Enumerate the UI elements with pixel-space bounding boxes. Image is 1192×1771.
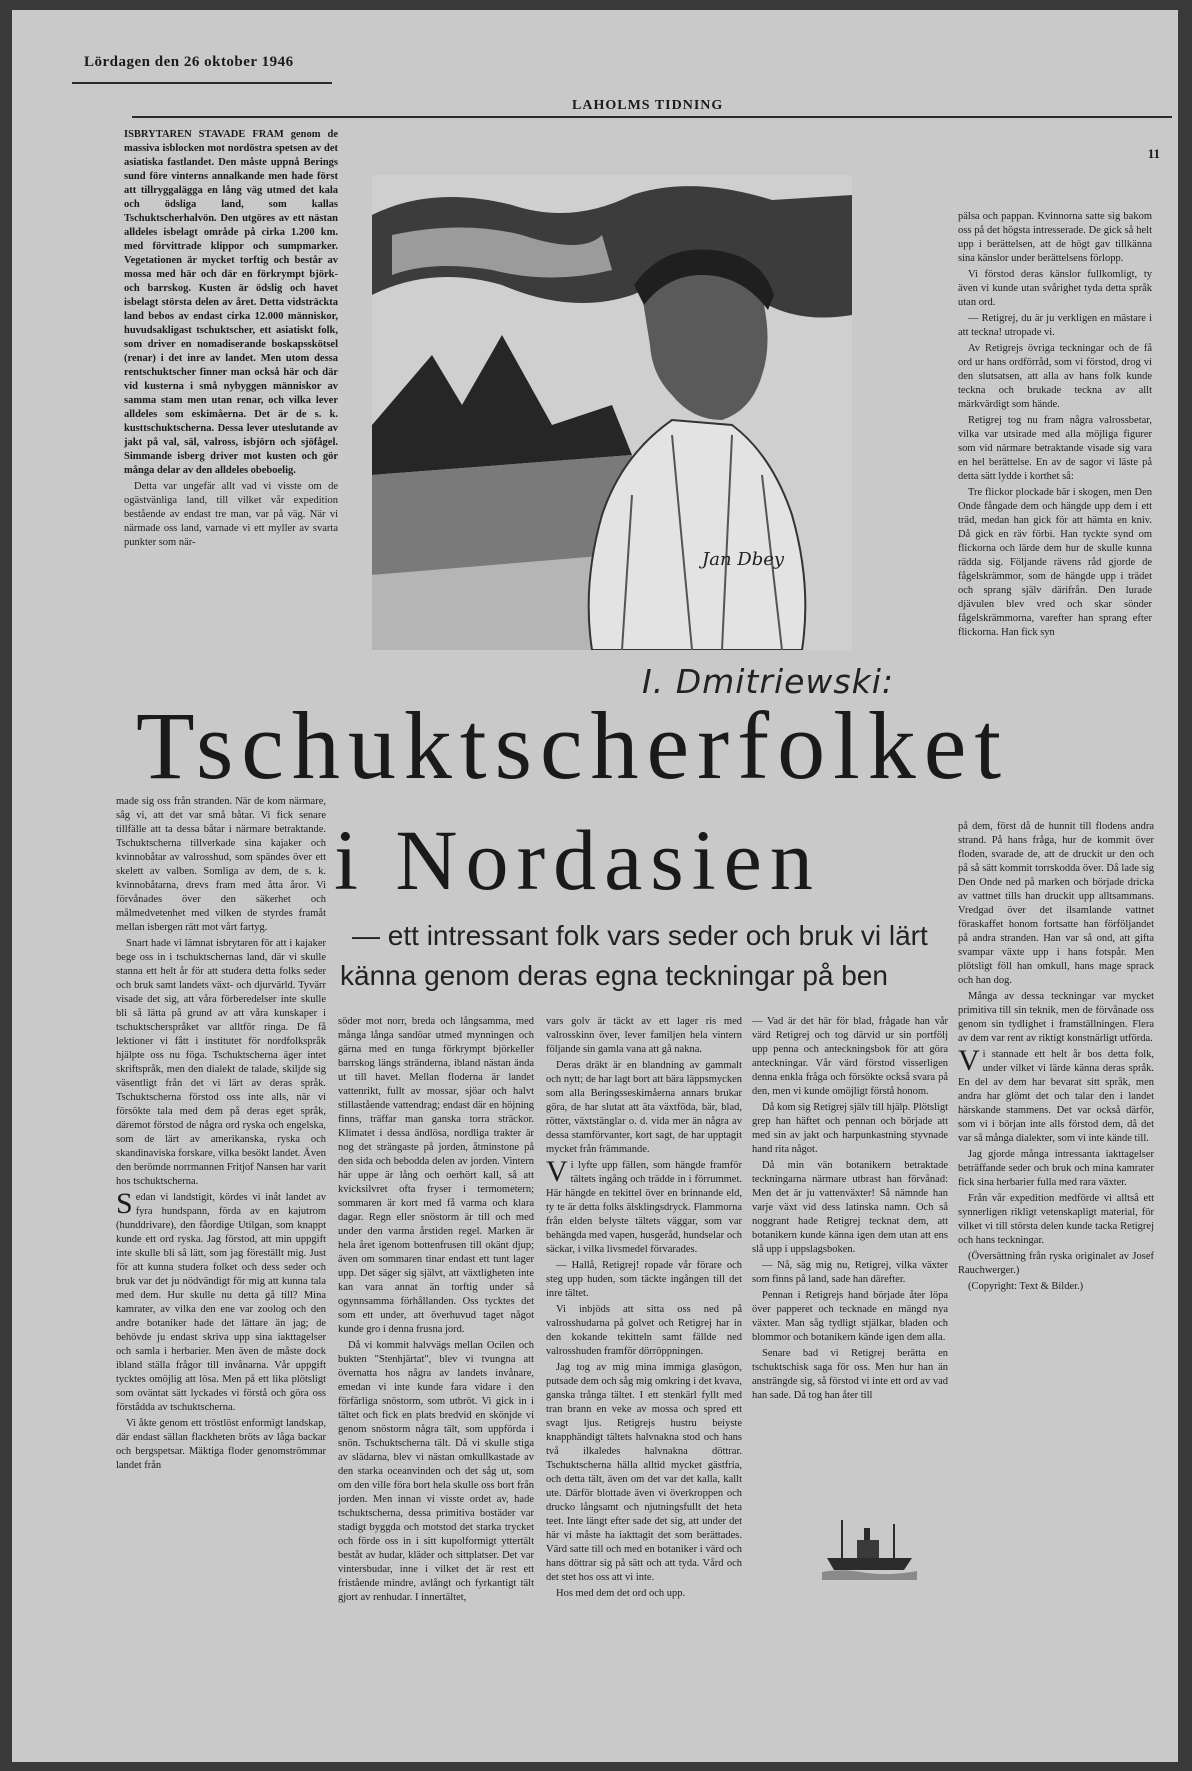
subheadline-line-1: — ett intressant folk vars seder och bruk vi lärt [352,920,928,951]
paragraph: Hos med dem det ord och upp. [556,1588,686,1599]
column-4 [752,1015,948,1505]
paragraph: (Översättning från ryska originalet av Josef Rauchwerger.) [958,1251,1154,1276]
paragraph: pälsa och pappan. Kvinnorna satte sig bakom oss på det högsta intresserade. De gick så helt upp i berättelsen, att de högt gav tillkänna sina känslor under berättelsens förlopp. [958,211,1152,264]
paragraph: — Retigrej, du är ju verkligen en mästare i att teckna! utropade vi. [958,313,1152,338]
portrait-illustration [372,175,852,650]
artist-signature: Jan Dbey [702,549,785,570]
ship-illustration [822,1510,917,1580]
paragraph: Retigrej tog nu fram några valrossbetar, vilka var utsirade med alla möjliga figurer som vid närmare betraktande visade sig vara en hel berättelse. En av de sagor vi läste på detta sätt lydde i korthet så: [958,415,1152,482]
paragraph: made sig oss från stranden. När de kom närmare, såg vi, att det var små båtar. Vi fick senare tillfälle att ta dessa båtar i närmare betraktande. Tschuktscherna tillverkade sina kajaker och kvinnobåtar av valrosshud, som spändes över ett skelett av valben. Somliga av dem, de s. k. kvinnobåtarna, drevs fram med åtta åror. Vi förvånades över den säkerhet och målmedvetenhet med vilken de styrdes framåt mellan isbergen rätt mot vårt fartyg. [116,796,326,933]
paragraph: — Hallå, Retigrej! ropade vår förare och steg upp huden, som täckte ingången till det inre tältet. [546,1260,742,1299]
paragraph: Av Retigrejs övriga teckningar och de få ord ur hans ordförråd, som vi förstod, drog vi den slutsatsen, att alla av hans folk kunde teckna och brukade teckna av allt märkvärdigt som hände. [958,343,1152,410]
paragraph: Snart hade vi lämnat isbrytaren för att i kajaker bege oss in i tschuktschernas land, där vi skulle stanna ett helt år för att studera detta folks seder och bruk samt landets växt- och djurvärld. Tyvärr visade det sig, att våra förberedelser inte skulle bli så lätta på grund av att våra kunskaper i tschuktscherspråket var alltför ringa. De få lektioner vi fått i institutet för nordfolkspråk hjälpte oss nu föga. Tschuktscherna äger intet skriftspråk, men den dialekt de talade, skiljde sig väsentligt från det vi lärt av deras språk. Tschuktscherna förstod oss inte alls, när vi försökte tala med dem på deras eget språk, däremot förstod de några ord ryska och engelska, som de lärt av amerikanska, ryska och skandinaviska forskare, vilka besökt landet. Även den berömde norrmannen Fritjof Nansen har varit hos tschuktscherna. [116,938,326,1187]
subheadline-line-2: känna genom deras egna teckningar på ben [340,960,888,991]
paragraph-text: i lyfte upp fällen, som hängde framför tältets ingång och trädde in i förrummet. Här hängde en tekittel över en brinnande eld, ty te är detta folks älsklingsdryck. Flammorna från elden belyste tältets väggar, som var behängda med vapen, husgeråd, hundselar och säckar, i vilka livsmedel förvarades. [546,1160,742,1255]
paragraph-text: i stannade ett helt år bos detta folk, under vilket vi lärde känna deras språk. En del av dem har bevarat sitt språk, men andra har glömt det och talar den i landet härskande stammens. Det var också därför, som vi i början inte alls förstod dem, då det var så många dialekter, som vi inte kände till. [958,1049,1154,1144]
paragraph: Pennan i Retigrejs hand började åter löpa över papperet och tecknade en mängd nya växter. Man såg tydligt stjälkar, bladen och blommor och botanikern kände igen dem alla. [752,1290,948,1343]
paragraph-text: edan vi landstigit, kördes vi inåt landet av fyra hundspann, förda av en kajutrom (hunddrivare), den fåordige Utilgan, som knappt kunde ett ord ryska. Jag förstod, att min uppgift inte skulle bli så lätt, som jag föreställt mig. Just för att kunna studera folket och dess seder och bruk var det ju nödvändigt för mig att kunna tala med dem. Hur skulle nu detta gå till? Mina kamrater, av vilka den ene var zoolog och den andre botaniker hade det lättare än jag; de behövde ju endast skriva upp sina iakttagelser och samla i herbarier. Men även de måste dock ibland ställa frågor till invånarna. Vår uppgift tycktes omöjlig att lösa. Men på ett lika plötsligt som oväntat sätt lyckades vi förstå och göra oss förstådda av tschuktscherna. [116,1192,326,1413]
paragraph [124,128,338,478]
headline-line-2: i Nordasien [334,812,821,908]
paragraph: Deras dräkt är en blandning av gammalt och nytt; de har lagt bort att bära läppsmycken som alla Beringsseskimåerna annars brukar göra, de har slutat att äta växtföda, bär, blad, rötter, växtstänglar o. d. vida mer än några av dessa stamförvanter, kort sagt, de har upptagit mycket från främmande. [546,1060,742,1155]
paragraph: Jag gjorde många intressanta iakttagelser beträffande seder och bruk och mina kamrater fick sina herbarier fulla med rara växter. [958,1149,1154,1188]
column-2 [338,1015,534,1757]
column-right [958,820,1154,1620]
paragraph: Tre flickor plockade bär i skogen, men Den Onde fångade dem och hängde upp dem i ett träd, medan han gick för att hämta en kniv. Då gick en räv förbi. Han tyckte synd om flickorna och lärde dem hur de skulle kunna rädda sig. Följande rävens råd gjorde de fågelskrämmor, som de hängde upp i trädet och sprang själv därifrån. Den lurade djävulen blev vred och skar sönder fågelskrämmorna, varefter han sprang efter flickorna. Han fick syn [958,487,1152,638]
masthead-rule [72,82,332,84]
masthead-date: Lördagen den 26 oktober 1946 [84,54,294,70]
paragraph: Vi förstod deras känslor fullkomligt, ty även vi kunde utan svårighet tyda detta språk utan ord. [958,269,1152,308]
paragraph [958,1044,1154,1146]
newspaper-page [12,10,1178,1762]
paragraph: Då kom sig Retigrej själv till hjälp. Plötsligt grep han häftet och pennan och började att med sin av jakt och harpunkastning styvnade hand rita något. [752,1102,948,1155]
column-top-left [124,128,338,688]
paragraph: Då min vän botanikern betraktade teckningarna närmare utbrast han förvånad: Men det är ju vattenväxter! Så nämnde han varje växt vid dess latinska namn. Och så noggrant hade Retigrej tecknat dem, att botanikern kunde känna igen dem utan att ens slå upp i uppslagsboken. [752,1160,948,1255]
paragraph: vars golv är täckt av ett lager ris med valrosskinn över, lever familjen hela vintern följande sin gamla vana att gå nakna. [546,1016,742,1055]
page-mark: 11 [1147,146,1160,161]
masthead-paper-name: LAHOLMS TIDNING [572,98,724,113]
paragraph: Då vi kommit halvvägs mellan Ocilen och bukten "Stenhjärtat", blev vi tvungna att övernatta hos några av landets invånare, emedan vi inte kunde fara vidare i den förfärliga snöstorm, som utbröt. Vi gick in i tältet och fick en plats bredvid en skönjde vi genom snöstorm några tält, som uppförda i snön. Tschuktscherna tält. Då vi skulle stiga av slädarna, blev vi nästan omkullkastade av den starka oceanvinden och det såg ut, som om den ville föra bort hela skulle oss bort från jorden. Men innan vi visste ordet av, hade tschuktscherna, dessa primitiva bostäder var stadigt byggda och motstod det starka trycket och förde oss in i sitt kupolformigt yttertält beståt av hudar, kläder och sittplatser. Det var vintersbudar, inne i vilket det är rest ett fristående mindre, avlångt och fyrkantigt tält gjort av renhudar. I innertältet, [338,1340,534,1603]
paragraph: — Vad är det här för blad, frågade han vår värd Retigrej och tog därvid ur sin portfölj upp penna och anteckningsbok för att göra anteckningar. Vår värd förstod visserligen denna enkla fråga och försökte också svara på den, men vi kunde omöjligt förstå honom. [752,1016,948,1097]
paragraph: Detta var ungefär allt vad vi visste om de ogästvänliga land, till vilket vår expedition bestående av endast tre man, var på väg. När vi närmade oss land, varnade vi ett myller av svarta punkter som när- [124,481,338,548]
paragraph: (Copyright: Text & Bilder.) [968,1281,1084,1292]
column-left [116,795,326,1757]
paragraph: Senare bad vi Retigrej berätta en tschuktschisk saga för oss. Men hur han än ansträngde sig, så förstod vi inte ett ord av vad han sade. Då tog han åter till [752,1348,948,1401]
paragraph [546,1155,742,1257]
paragraph: — Nå, säg mig nu, Retigrej, vilka växter som finns på land, sade han därefter. [752,1260,948,1285]
paragraph [116,1187,326,1415]
paragraph: Jag tog av mig mina immiga glasögon, putsade dem och såg mig omkring i det kvava, ganska trånga tältet. I ett stenkärl fyllt med tran brann en veke av mossa och spred ett svagt ljus. Retigrejs hustru beiyste knapphändigt tältets halvnakna stod och hans två ilkaledes halvnakna döttrar. Tschuktscherna hälla alltid mycket gästfria, och detta tält, även om det var det kalla, kallt ute. Därför blottade även vi överkroppen och drucko långsamt och njutningsfullt det heta teet. Inte längt efter sade det sig, att under det här vi måste ha iakttagit det som berättades. Värd satte till och med en botaniker i värd och hans döttrar sig på sätt och att tyda. Vård och det stet hos oss att vi inte. [546,1362,742,1583]
lead-paragraph: ISBRYTAREN STAVADE FRAM genom de massiva isblocken mot nordöstra spetsen av det asiatiska fastlandet. Den måste uppnå Berings sund före vinterns annalkande men hade först att tillryggalägga en lång väg utmed det kala och ödsliga land, som kallas Tschuktscherhalvön. Den utgöres av ett nästan alldeles isbelagt område på cirka 1.200 km. med förvittrade klippor och sumpmarker. Vegetationen är mycket torftig och består av mossa med här och där en förkrympt björk- och barrskog. Kusten är ödslig och havet isbelagt största delen av året. Detta vidsträckta land bebos av endast cirka 12.000 människor, huvudsakligast tschuktscher, ett asiatiskt folk, som driver en nomadiserande boskapsskötsel (renar) i det inre av landet. Men utom dessa rentschuktscher finner man också här och där vid kusterna i små nybyggen människor av samma stam men utan renar, och vilka lever alldeles som eskimåerna. Det är de s. k. kusttschuktscherna. Dessa lever uteslutande av jakt på val, säl, valross, isbjörn och sjöfågel. Simmande isberg driver mot kusten och gör många delar av den alldeles obeboelig. [124,129,338,476]
paragraph: Vi inbjöds att sitta oss ned på valrosshudarna på golvet och Retigrej har in den kokande tekitteln samt fällde ned valrosshuden framför dörröppningen. [546,1304,742,1357]
column-top-right [958,210,1152,715]
column-3 [546,1015,742,1757]
paragraph: Många av dessa teckningar var mycket primitiva till sin teknik, men de förvånade oss genom sin tydlighet i framställningen. Flera av dem var rent av riktigt konstnärligt utförda. [958,991,1154,1044]
byline: I. Dmitriewski: [642,662,894,701]
drop-cap: V [546,1155,568,1188]
masthead-rule-wide [132,116,1172,118]
drop-cap: V [958,1044,980,1077]
paragraph: Från vår expedition medförde vi alltså ett synnerligen rikligt vetenskapligt material, för vilket vi till största delen kunde tacka Retigrej och hans teckningar. [958,1193,1154,1246]
drop-cap: S [116,1187,133,1220]
paragraph: söder mot norr, breda och långsamma, med många långa sandöar utmed mynningen och gärna med en tunga förkrympt björkeller barrskog längs stränderna, ibland nästan ända ut till havet. Mellan floderna är landet vattenrikt, fullt av mossar, sjöar och halvt stillastående vattendrag; endast där en höjning finns, träffar man ganska torra sträckor. Klimatet i dessa ändlösa, nordliga trakter är nog det strängaste på jorden, åtminstone på den sida och bebodda delen av jorden. Vintern här uppe är lång och oerhört kall, så att kvicksilvret ofta fryser i termometern; sommaren är kort med få varma och klara dagar. Regn eller snöstorm är till och med under den varma årstiden regel. Marken är hela året igenom bottenfrusen till okänt djup; även om sommaren tinar endast ett tunt lager upp. Det säger sig självt, att växtligheten inte kan vara annat än torftig under så ogynnsamma förhållanden. Oss tycktes det som ett under, att överhuvud taget något kunde gro i denna frusna jord. [338,1016,534,1335]
paragraph: Vi åkte genom ett tröstlöst enformigt landskap, där endast sällan flackheten bröts av låga backar och bergspetsar. Mäktiga floder genomströmmar landet från [116,1418,326,1471]
headline-line-1: Tschuktscherfolket [136,692,1010,799]
paragraph: på dem, först då de hunnit till flodens andra strand. På hans fråga, hur de kommit över floden, svarade de, att de druckit ur den och på så sätt kommit torrskodda över. Då lade sig Den Onde ned på marken och började dricka av vattnet tills han druckit upp alltsammans. Vredgad över det ilsamlande vattnet föraskaffet honom fortsatte han förföljandet på andra stranden. Han var så ond, att gifta svampar växte upp i hans fotspår. Men plötsligt föll han omkull, hans mage sprack och han dog. [958,821,1154,986]
